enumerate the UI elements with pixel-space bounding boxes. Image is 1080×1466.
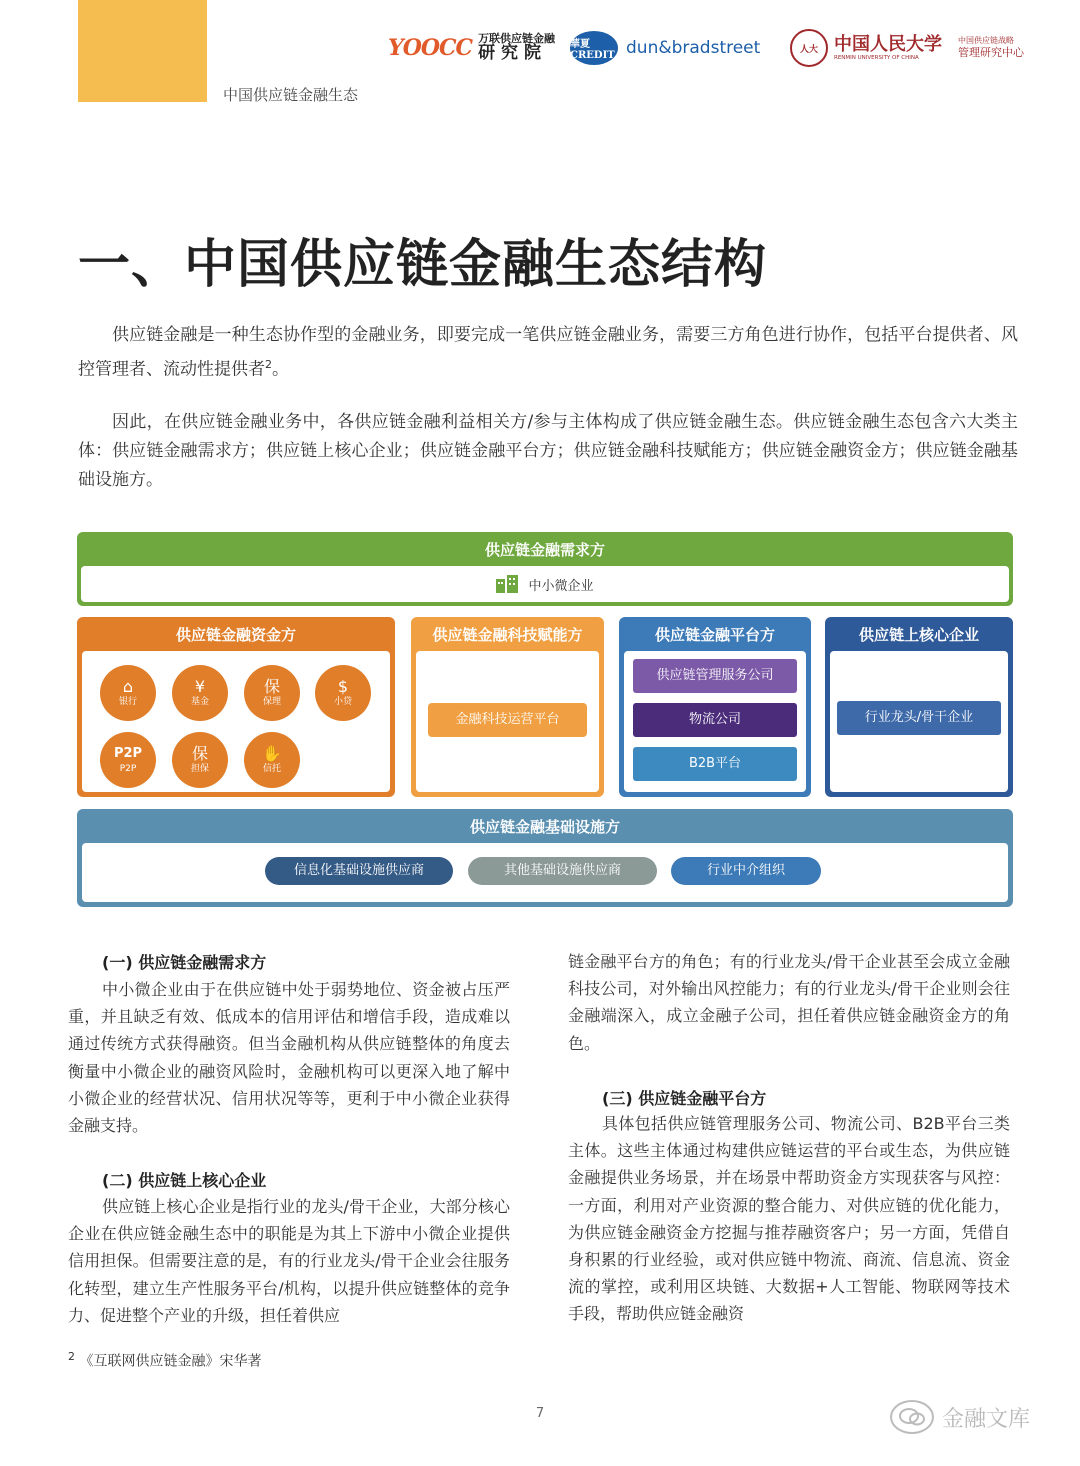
infra-item-it: 信息化基础设施供应商 [265, 857, 453, 885]
microloan-glyph: $ [337, 677, 349, 696]
fund-icon [172, 665, 228, 721]
p2p-label: P2P [119, 764, 137, 774]
footnote-number: 2 [68, 1350, 75, 1363]
bank-label: 银行 [118, 697, 137, 707]
funding-title: 供应链金融资金方 [175, 626, 296, 644]
section2-body: 供应链上核心企业是指行业的龙头/骨干企业，大部分核心企业在供应链金融生态中的职能是为其上下游中小微企业提供信用担保。但需要注意的是，有的行业龙头/骨干企业会往服务化转型，建立生产性服务平台/机构，以提升供应链整体的竞争力、促进整个产业的升级，担任着供应 [68, 1197, 510, 1325]
guarantee-icon [172, 732, 228, 788]
intro-paragraph-1 [78, 321, 1018, 385]
p2p-glyph: P2P [113, 746, 143, 761]
footnote [68, 1350, 261, 1371]
section2-body-continued: 链金融平台方的角色；有的行业龙头/骨干企业甚至会成立金融科技公司，对外输出风控能力；有的行业龙头/骨干企业则会往金融端深入，成立金融子公司，担任着供应链金融资金方的角色。 [568, 952, 1010, 1053]
intro-paragraph-2: 因此，在供应链金融业务中，各供应链金融利益相关方/参与主体构成了供应链金融生态。供应链金融生态包含六大类主体：供应链金融需求方；供应链上核心企业；供应链金融平台方；供应链金融科技赋能方；供应链金融资金方；供应链金融基础设施方。 [78, 412, 1018, 490]
trust-label: 信托 [262, 764, 281, 774]
infra-inner [82, 843, 1008, 902]
bank-glyph: ⌂ [122, 677, 134, 696]
infra-item-intermediary: 行业中介组织 [671, 857, 821, 885]
demand-item: 中小微企业 [528, 578, 594, 594]
guarantee-glyph: 保 [191, 744, 208, 763]
platform-box [619, 617, 811, 797]
core-item: 行业龙头/骨干企业 [837, 701, 1001, 735]
core-inner [830, 651, 1008, 792]
infra-item-other: 其他基础设施供应商 [468, 857, 657, 885]
section3-body: 具体包括供应链管理服务公司、物流公司、B2B平台三类主体。这些主体通过构建供应链运营的平台或生态，为供应链金融提供业务场景，并在场景中帮助资金方实现获客与风控：一方面，利用对产业资源的整合能力、对供应链的优化能力，为供应链金融资金方挖掘与推荐融资客户；另一方面，凭借自身积累的行业经验，或对供应链中物流、商流、信息流、资金流的掌控，或利用区块链、大数据+人工智能、物联网等技术手段，帮助供应链金融资 [568, 1114, 1010, 1324]
tech-item: 金融科技运营平台 [428, 703, 587, 737]
section1-heading: (一) 供应链金融需求方 [102, 953, 267, 972]
guarantee-label: 担保 [190, 764, 209, 774]
tech-box [411, 617, 604, 797]
huaxia-logo [570, 26, 760, 70]
section3-heading: (三) 供应链金融平台方 [602, 1089, 767, 1108]
renmin-center1: 中国供应链战略 [958, 35, 1014, 45]
factoring-label: 保理 [262, 697, 281, 707]
microloan-label: 小贷 [333, 697, 352, 707]
renmin-logo [790, 26, 1024, 70]
funding-inner [82, 651, 390, 792]
section1-body: 中小微企业由于在供应链中处于弱势地位、资金被占压严重，并且缺乏有效、低成本的信用评估和增信手段，造成难以通过传统方式获得融资。但当金融机构从供应链整体的角度去衡量中小微企业的融资风险时，金融机构可以更深入地了解中小微企业的经营状况、信用状况等等，更利于中小微企业获得金融支持。 [68, 980, 510, 1136]
bank-icon [100, 665, 156, 721]
demand-inner [81, 566, 1009, 602]
watermark-text: 金融文库 [942, 1406, 1031, 1432]
building-icon [496, 575, 518, 593]
yoocc-line2: 研究院 [478, 42, 548, 63]
fund-glyph: ¥ [194, 677, 206, 696]
intro-p1-end: 。 [272, 359, 289, 380]
demand-title: 供应链金融需求方 [484, 541, 605, 559]
huaxia-globe-icon: 華夏 CREDIT [570, 31, 618, 65]
renmin-name: 中国人民大学 [834, 34, 942, 56]
yoocc-logo [388, 26, 555, 70]
yoocc-mark: YOOCC [388, 35, 473, 61]
factoring-glyph: 保 [263, 677, 280, 696]
platform-inner [624, 651, 806, 792]
core-title: 供应链上核心企业 [858, 626, 979, 644]
renmin-seal-icon: 人大 [790, 29, 828, 67]
renmin-center2: 管理研究中心 [958, 46, 1024, 60]
microloan-icon [315, 665, 371, 721]
demand-box [77, 532, 1013, 606]
intro-p1-text: 供应链金融是一种生态协作型的金融业务，即要完成一笔供应链金融业务，需要三方角色进行协作，包括平台提供者、风控管理者、流动性提供者 [78, 325, 1018, 380]
platform-title: 供应链金融平台方 [654, 626, 775, 644]
trust-glyph: ✋ [262, 744, 282, 763]
footnote-ref: 2 [265, 358, 272, 371]
infra-title: 供应链金融基础设施方 [469, 818, 620, 836]
wechat-icon [890, 1400, 934, 1434]
renmin-en: RENMIN UNIVERSITY OF CHINA [834, 54, 919, 61]
tech-inner [416, 651, 599, 792]
page-number: 7 [535, 1406, 545, 1421]
header-subtitle: 中国供应链金融生态 [223, 86, 359, 104]
dnb-text: dun&bradstreet [626, 38, 761, 58]
section2-heading: (二) 供应链上核心企业 [102, 1171, 267, 1190]
watermark [890, 1400, 1030, 1434]
tech-title: 供应链金融科技赋能方 [432, 626, 583, 644]
infra-box [77, 809, 1013, 907]
platform-item-logistics: 物流公司 [633, 703, 797, 737]
page-title: 一、中国供应链金融生态结构 [78, 235, 768, 295]
yoocc-line1: 万联供应链金融 [478, 32, 556, 46]
core-box [825, 617, 1013, 797]
header-accent-block [78, 0, 207, 102]
trust-icon [244, 732, 300, 788]
footnote-text: 《互联网供应链金融》宋华著 [79, 1353, 262, 1370]
funding-box [77, 617, 395, 797]
platform-item-scm: 供应链管理服务公司 [633, 659, 797, 693]
factoring-icon [244, 665, 300, 721]
platform-item-b2b: B2B平台 [633, 747, 797, 781]
p2p-icon [100, 732, 156, 788]
fund-label: 基金 [190, 697, 209, 707]
